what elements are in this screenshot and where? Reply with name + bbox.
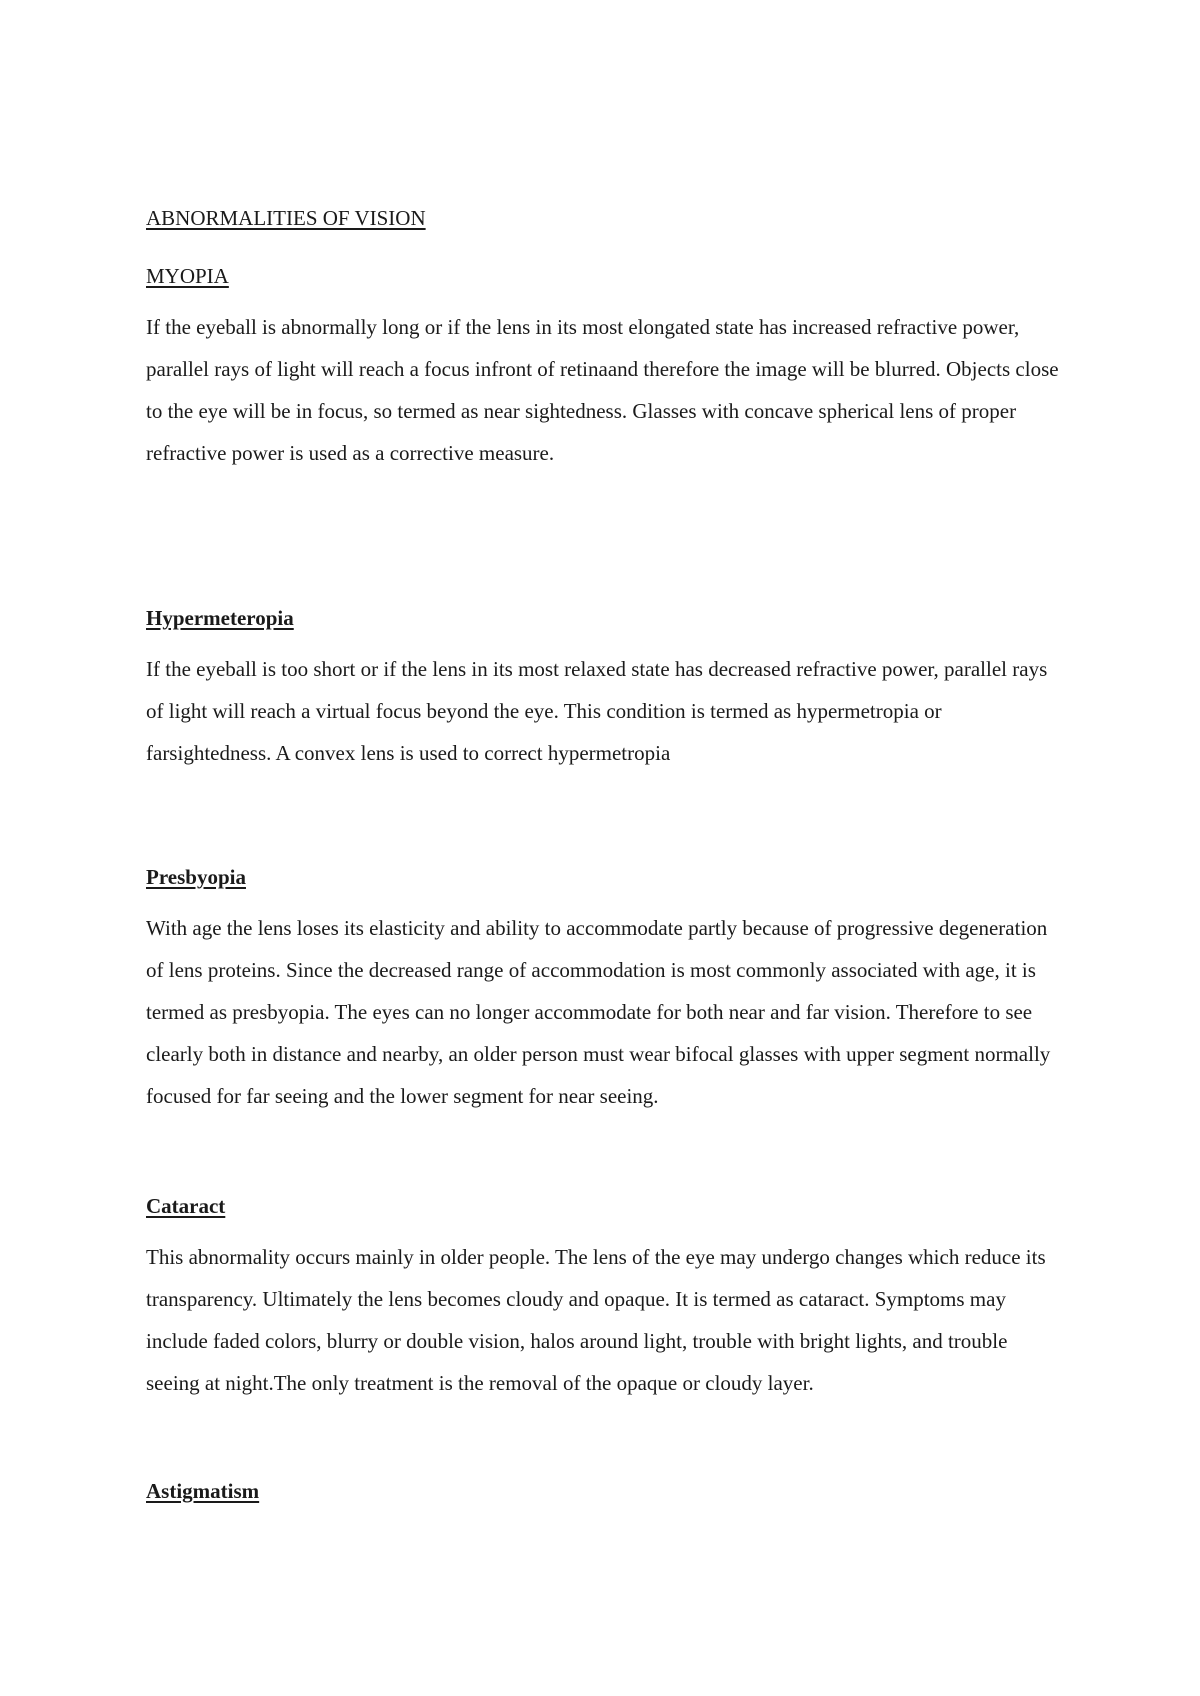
section-paragraph-hypermeteropia: If the eyeball is too short or if the lens in its most relaxed state has decreased refractive power, parallel rays of light will reach a virtual focus beyond the eye. This condition is termed as hypermetropia or farsightedness. A convex lens is used to correct hypermetropia <box>146 657 1048 765</box>
section-paragraph-presbyopia: With age the lens loses its elasticity and ability to accommodate partly because of progressive degeneration of lens proteins. Since the decreased range of accommodation is most commonly associated with age, it is termed as presbyopia. The eyes can no longer accommodate for both near and far vision. Therefore to see clearly both in distance and nearby, an older person must wear bifocal glasses with upper segment normally focused for far seeing and the lower segment for near seeing. <box>146 916 1051 1108</box>
section-heading-presbyopia: Presbyopia <box>146 865 246 889</box>
section-heading-myopia: MYOPIA <box>146 264 229 288</box>
section-paragraph-myopia: If the eyeball is abnormally long or if the lens in its most elongated state has increased refractive power, parallel rays of light will reach a focus infront of retinaand therefore the image will be blurred. Objects close to the eye will be in focus, so termed as near sightedness. Glasses with concave spherical lens of proper refractive power is used as a corrective measure. <box>146 315 1059 465</box>
section-heading-astigmatism: Astigmatism <box>146 1479 260 1503</box>
section-heading-hypermeteropia: Hypermeteropia <box>146 606 294 630</box>
section-paragraph-cataract: This abnormality occurs mainly in older people. The lens of the eye may undergo changes which reduce its transparency. Ultimately the lens becomes cloudy and opaque. It is termed as cataract. Symptoms may include faded colors, blurry or double vision, halos around light, trouble with bright lights, and trouble seeing at night.The only treatment is the removal of the opaque or cloudy layer. <box>146 1245 1046 1395</box>
section-heading-cataract: Cataract <box>146 1194 226 1218</box>
document-title: ABNORMALITIES OF VISION <box>146 206 426 230</box>
